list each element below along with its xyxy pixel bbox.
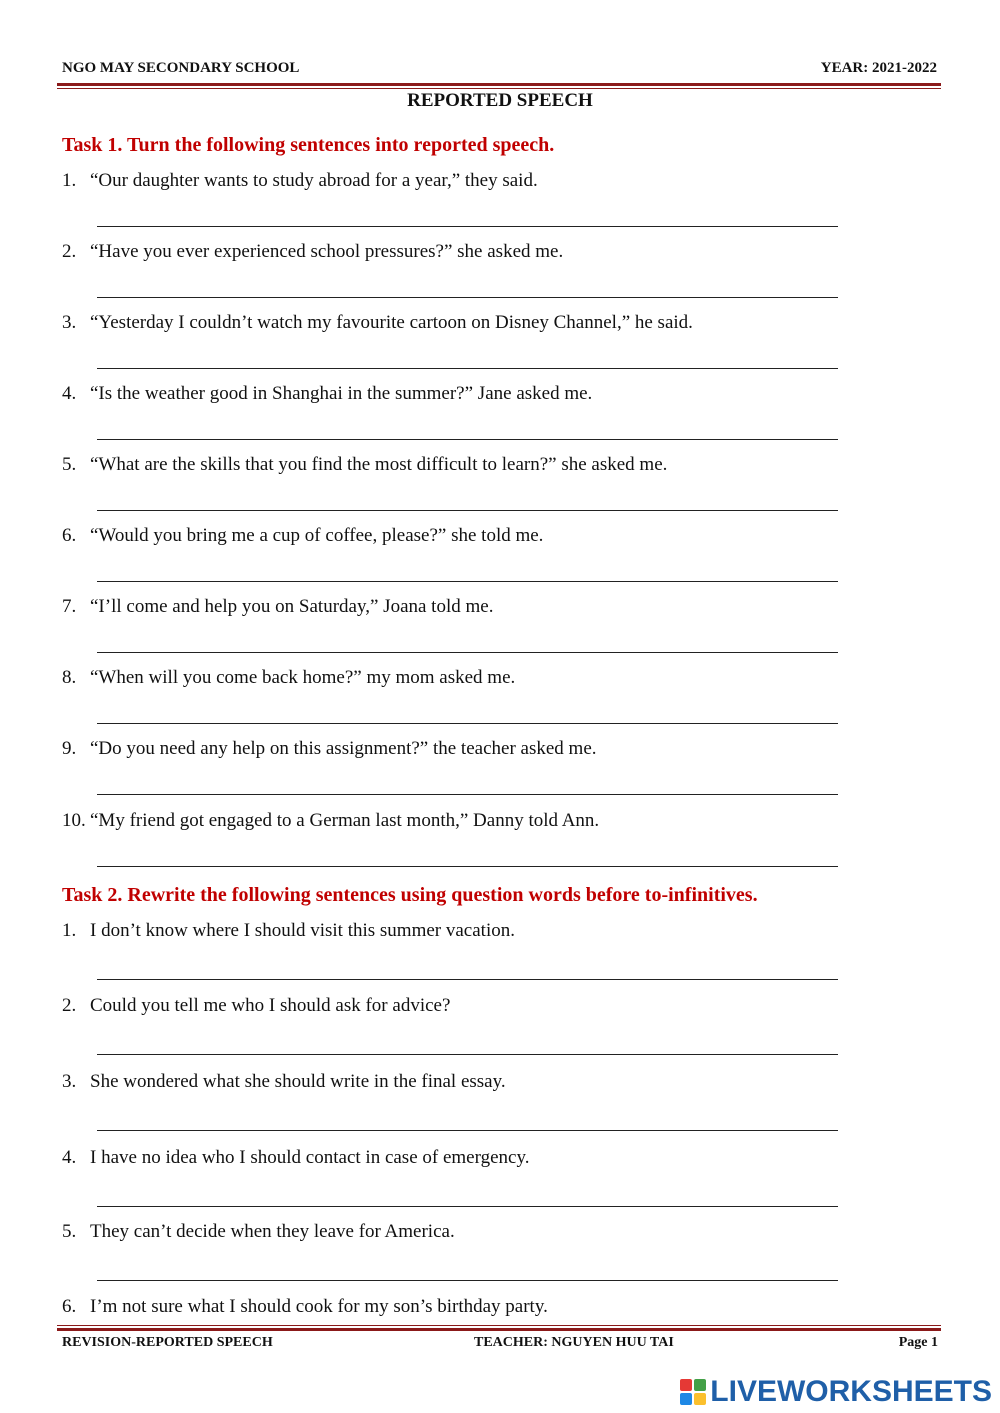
- task2-answer-line-3[interactable]: [97, 1130, 838, 1131]
- item-text: “Is the weather good in Shanghai in the summer?” Jane asked me.: [90, 383, 593, 404]
- footer-subject: REVISION-REPORTED SPEECH: [62, 1335, 273, 1350]
- task2-item-3: [62, 1071, 506, 1093]
- item-text: “Do you need any help on this assignment?” the teacher asked me.: [90, 738, 597, 759]
- item-number: 1.: [62, 920, 77, 941]
- item-text: “I’ll come and help you on Saturday,” Joana told me.: [90, 596, 494, 617]
- task1-item-9: [62, 738, 597, 760]
- task1-item-6: [62, 525, 543, 547]
- footer-page-number: Page 1: [898, 1335, 938, 1350]
- item-number: 4.: [62, 1147, 77, 1168]
- task2-item-5: [62, 1221, 455, 1243]
- item-text: “When will you come back home?” my mom asked me.: [90, 667, 516, 688]
- task1-item-4: [62, 383, 592, 405]
- school-name: NGO MAY SECONDARY SCHOOL: [62, 60, 300, 76]
- liveworksheets-brand[interactable]: [680, 1375, 992, 1409]
- task1-answer-line-5[interactable]: [97, 510, 838, 511]
- item-text: She wondered what she should write in the final essay.: [90, 1071, 506, 1092]
- task2-answer-line-5[interactable]: [97, 1280, 838, 1281]
- task2-item-4: [62, 1147, 529, 1169]
- item-number: 4.: [62, 383, 77, 404]
- item-number: 10.: [62, 810, 86, 831]
- task1-item-10: [62, 810, 599, 832]
- item-number: 8.: [62, 667, 77, 688]
- item-number: 6.: [62, 525, 77, 546]
- task1-answer-line-2[interactable]: [97, 297, 838, 298]
- item-number: 6.: [62, 1296, 77, 1317]
- task2-item-1: [62, 920, 515, 942]
- item-text: They can’t decide when they leave for America.: [90, 1221, 455, 1242]
- task1-answer-line-7[interactable]: [97, 652, 838, 653]
- header-divider-thin: [57, 88, 941, 89]
- item-text: I have no idea who I should contact in case of emergency.: [90, 1147, 530, 1168]
- item-number: 5.: [62, 1221, 77, 1242]
- task1-answer-line-1[interactable]: [97, 226, 838, 227]
- task1-item-7: [62, 596, 493, 618]
- item-number: 1.: [62, 170, 77, 191]
- task1-item-8: [62, 667, 515, 689]
- page-title: REPORTED SPEECH: [407, 90, 593, 111]
- task2-answer-line-2[interactable]: [97, 1054, 838, 1055]
- item-text: “My friend got engaged to a German last month,” Danny told Ann.: [90, 810, 600, 831]
- task1-item-2: [62, 241, 563, 263]
- footer-divider: [57, 1328, 941, 1331]
- item-text: “Have you ever experienced school pressures?” she asked me.: [90, 241, 564, 262]
- task1-answer-line-4[interactable]: [97, 439, 838, 440]
- item-number: 3.: [62, 312, 77, 333]
- task1-item-1: [62, 170, 538, 192]
- task2-answer-line-1[interactable]: [97, 979, 838, 980]
- item-text: “Yesterday I couldn’t watch my favourite cartoon on Disney Channel,” he said.: [90, 312, 693, 333]
- task2-heading: Task 2. Rewrite the following sentences using question words before to-infinitives.: [62, 884, 758, 906]
- item-text: “What are the skills that you find the most difficult to learn?” she asked me.: [90, 454, 668, 475]
- item-text: Could you tell me who I should ask for advice?: [90, 995, 451, 1016]
- task2-answer-line-4[interactable]: [97, 1206, 838, 1207]
- item-number: 7.: [62, 596, 77, 617]
- task2-item-6: [62, 1296, 548, 1318]
- task1-answer-line-3[interactable]: [97, 368, 838, 369]
- item-text: “Would you bring me a cup of coffee, please?” she told me.: [90, 525, 544, 546]
- task1-answer-line-10[interactable]: [97, 866, 838, 867]
- item-number: 2.: [62, 995, 77, 1016]
- item-number: 5.: [62, 454, 77, 475]
- footer-teacher: TEACHER: NGUYEN HUU TAI: [474, 1335, 674, 1350]
- header-divider: [57, 83, 941, 86]
- footer-divider-thin: [57, 1325, 941, 1326]
- item-number: 3.: [62, 1071, 77, 1092]
- task1-answer-line-8[interactable]: [97, 723, 838, 724]
- brand-wordmark: LIVEWORKSHEETS: [710, 1375, 992, 1408]
- school-year: YEAR: 2021-2022: [820, 60, 937, 76]
- task1-answer-line-9[interactable]: [97, 794, 838, 795]
- task1-answer-line-6[interactable]: [97, 581, 838, 582]
- item-number: 9.: [62, 738, 77, 759]
- task1-item-3: [62, 312, 693, 334]
- item-text: I’m not sure what I should cook for my son’s birthday party.: [90, 1296, 548, 1317]
- task1-heading: Task 1. Turn the following sentences into reported speech.: [62, 134, 555, 156]
- task1-item-5: [62, 454, 667, 476]
- liveworksheets-logo-icon: [680, 1379, 706, 1405]
- item-text: I don’t know where I should visit this summer vacation.: [90, 920, 515, 941]
- item-text: “Our daughter wants to study abroad for a year,” they said.: [90, 170, 538, 191]
- task2-item-2: [62, 995, 450, 1017]
- item-number: 2.: [62, 241, 77, 262]
